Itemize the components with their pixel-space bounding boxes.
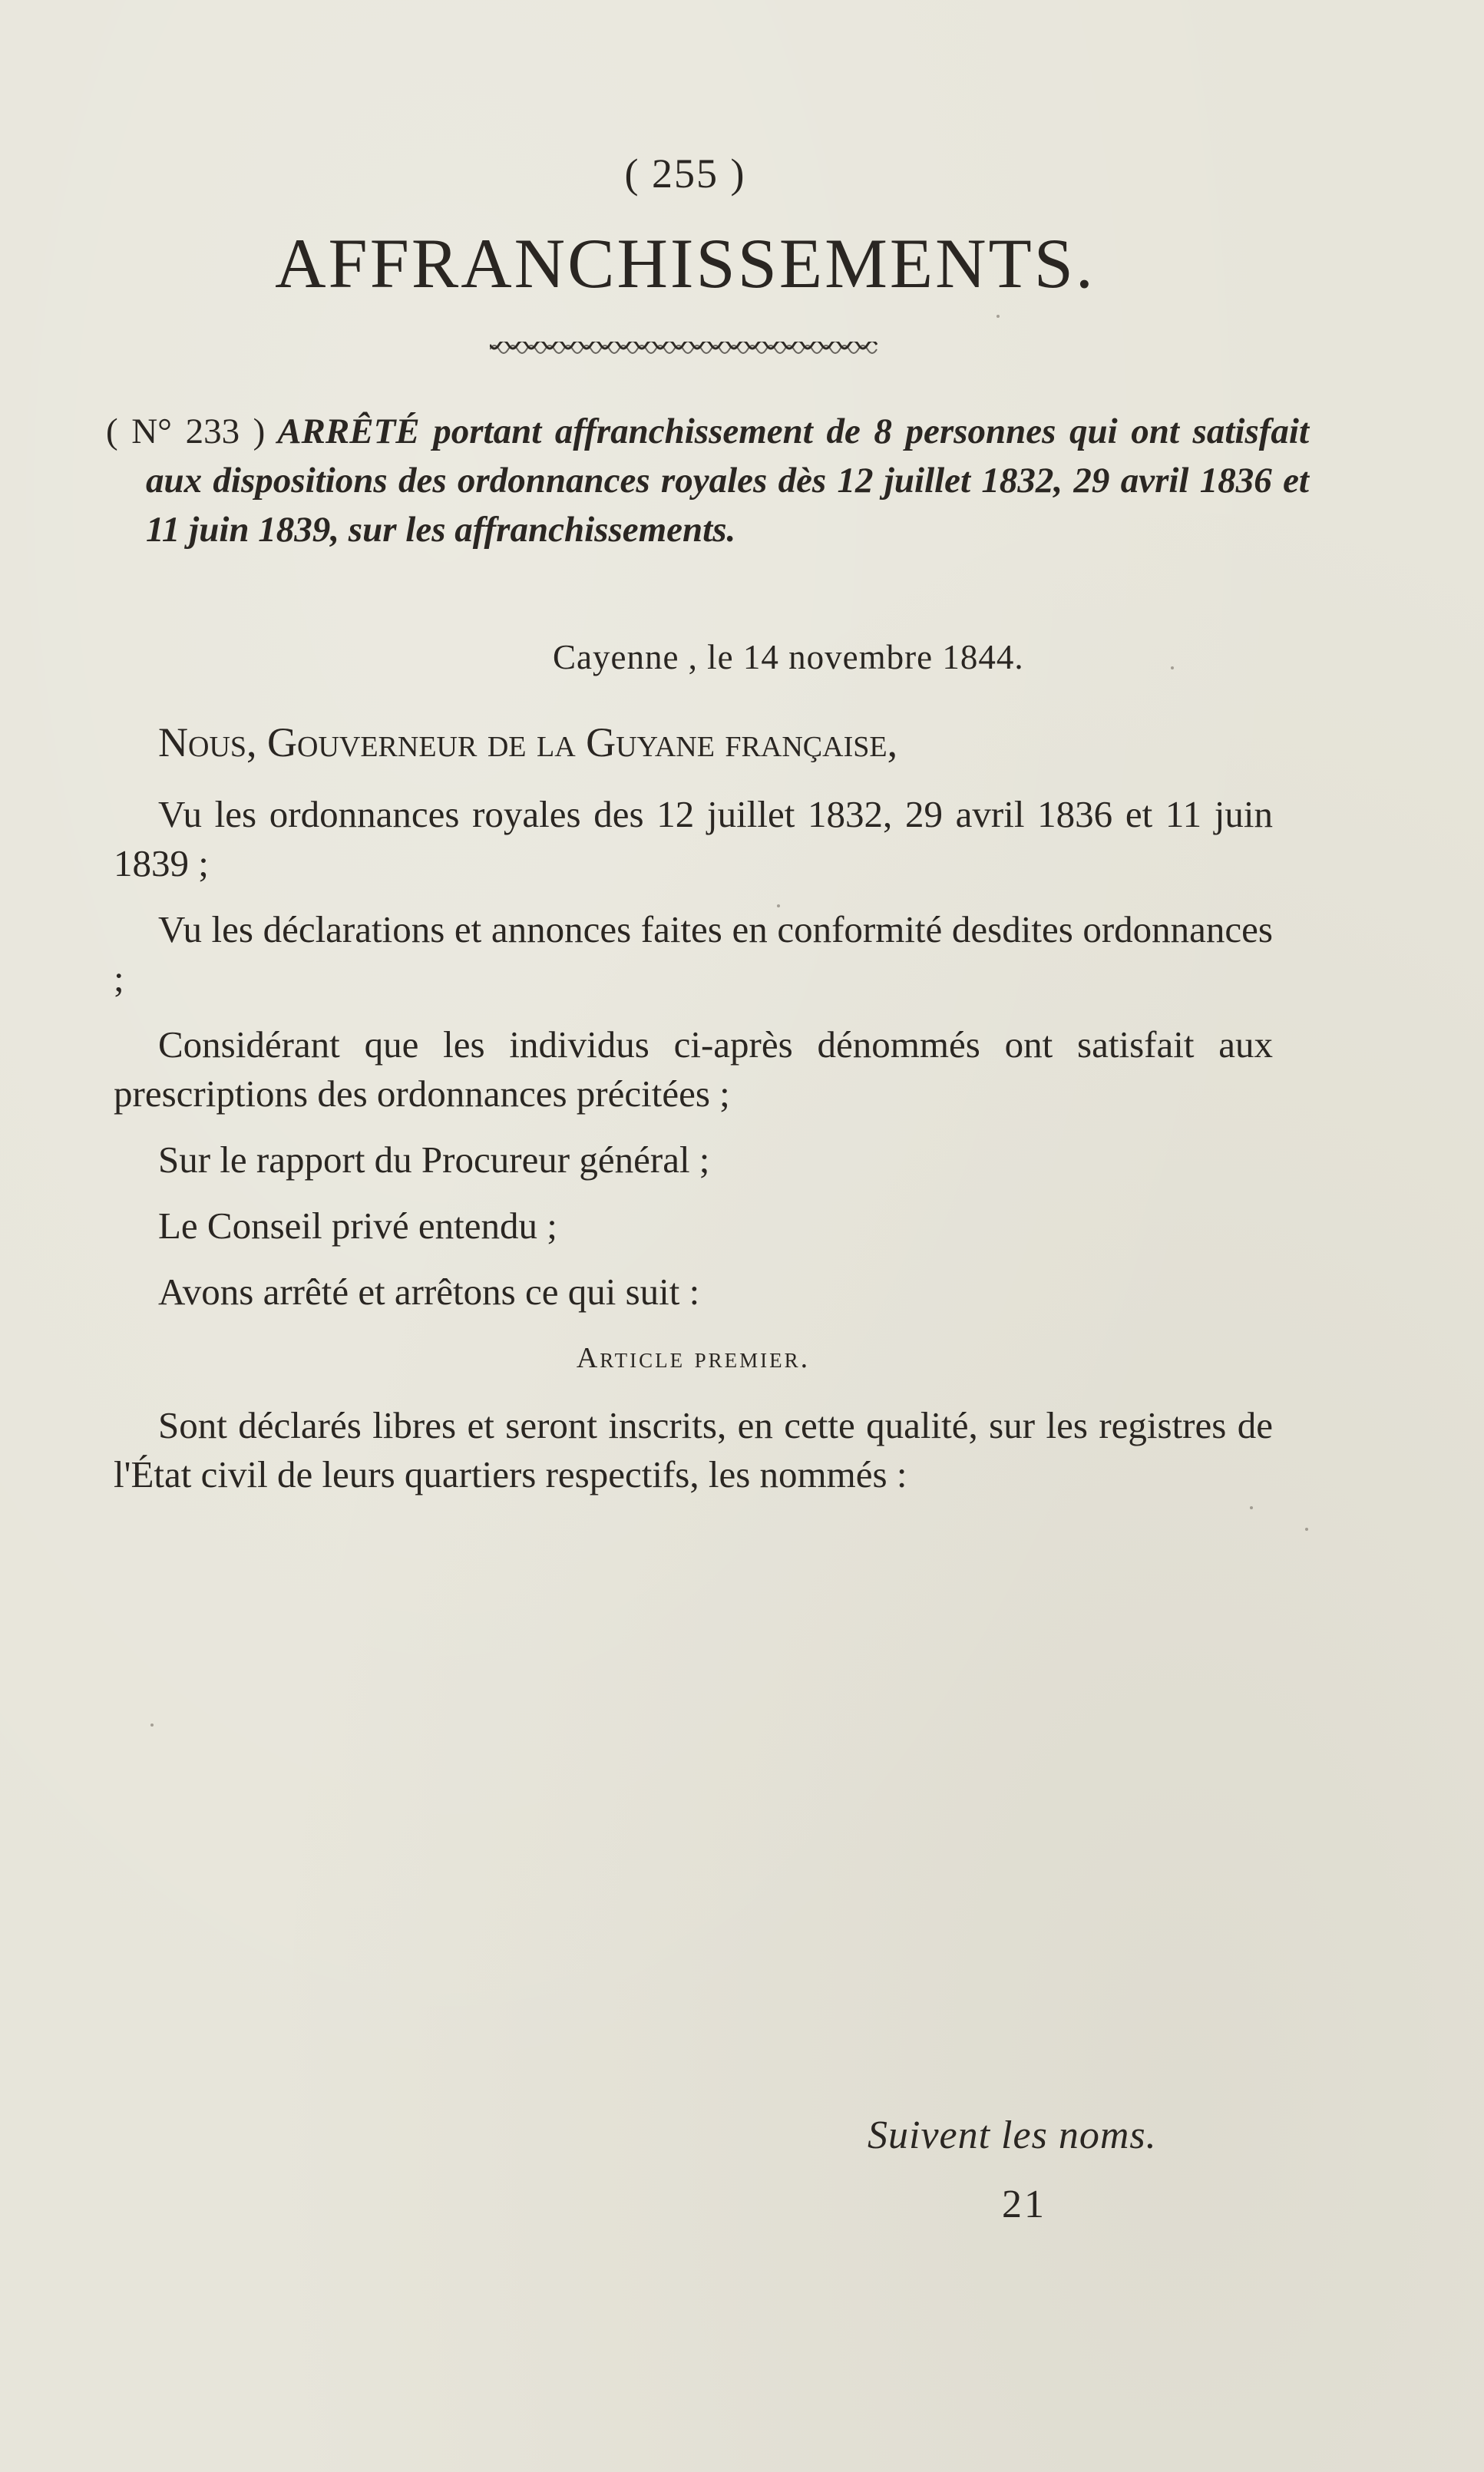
decree-number: ( N° 233 ) (106, 411, 266, 451)
paper-speck (996, 315, 1000, 318)
paragraph-rapport: Sur le rapport du Procureur général ; (158, 1139, 710, 1181)
decree-body (114, 718, 1273, 1516)
paragraph-avons-arrete: Avons arrêté et arrêtons ce qui suit : (158, 1271, 700, 1313)
paragraph-conseil: Le Conseil privé entendu ; (158, 1205, 557, 1247)
paper-speck (777, 904, 780, 907)
paragraph-considerant: Considérant que les individus ci-après dénommés ont satisfait aux prescriptions des ordonnances précitées ; (114, 1023, 1273, 1115)
continuation-note: Suivent les noms. (868, 2113, 1157, 2157)
opening-line: Nous, Gouverneur de la Guyane française, (158, 719, 898, 765)
decree-title: ARRÊTÉ portant affranchissement de 8 personnes qui ont satisfait aux dispositions des ordonnances royales dès 12 juillet 1832, 29 avril 1836 et 11 juin 1839, sur les affranchissements. (146, 411, 1310, 550)
dateline: Cayenne , le 14 novembre 1844. (553, 638, 1024, 676)
paragraph-declarations: Vu les déclarations et annonces faites en conformité desdites ordonnances ; (114, 908, 1273, 1000)
decree-heading (106, 407, 1309, 554)
paper-speck (1171, 666, 1174, 669)
article-heading: Article premier. (576, 1342, 811, 1374)
decorative-rule (490, 342, 878, 354)
paper-speck (1305, 1528, 1308, 1531)
paragraph-declares-libres: Sont déclarés libres et seront inscrits, en cette qualité, sur les registres de l'État civil de leurs quartiers respectifs, les nommés : (114, 1404, 1273, 1495)
paper-speck (1250, 1506, 1253, 1509)
paper-speck (150, 1723, 154, 1727)
page-number: ( 255 ) (624, 150, 746, 197)
signature-mark: 21 (1002, 2183, 1046, 2226)
page-title: AFFRANCHISSEMENTS. (275, 224, 1096, 302)
paragraph-ordonnances: Vu les ordonnances royales des 12 juillet 1832, 29 avril 1836 et 11 juin 1839 ; (114, 793, 1273, 884)
